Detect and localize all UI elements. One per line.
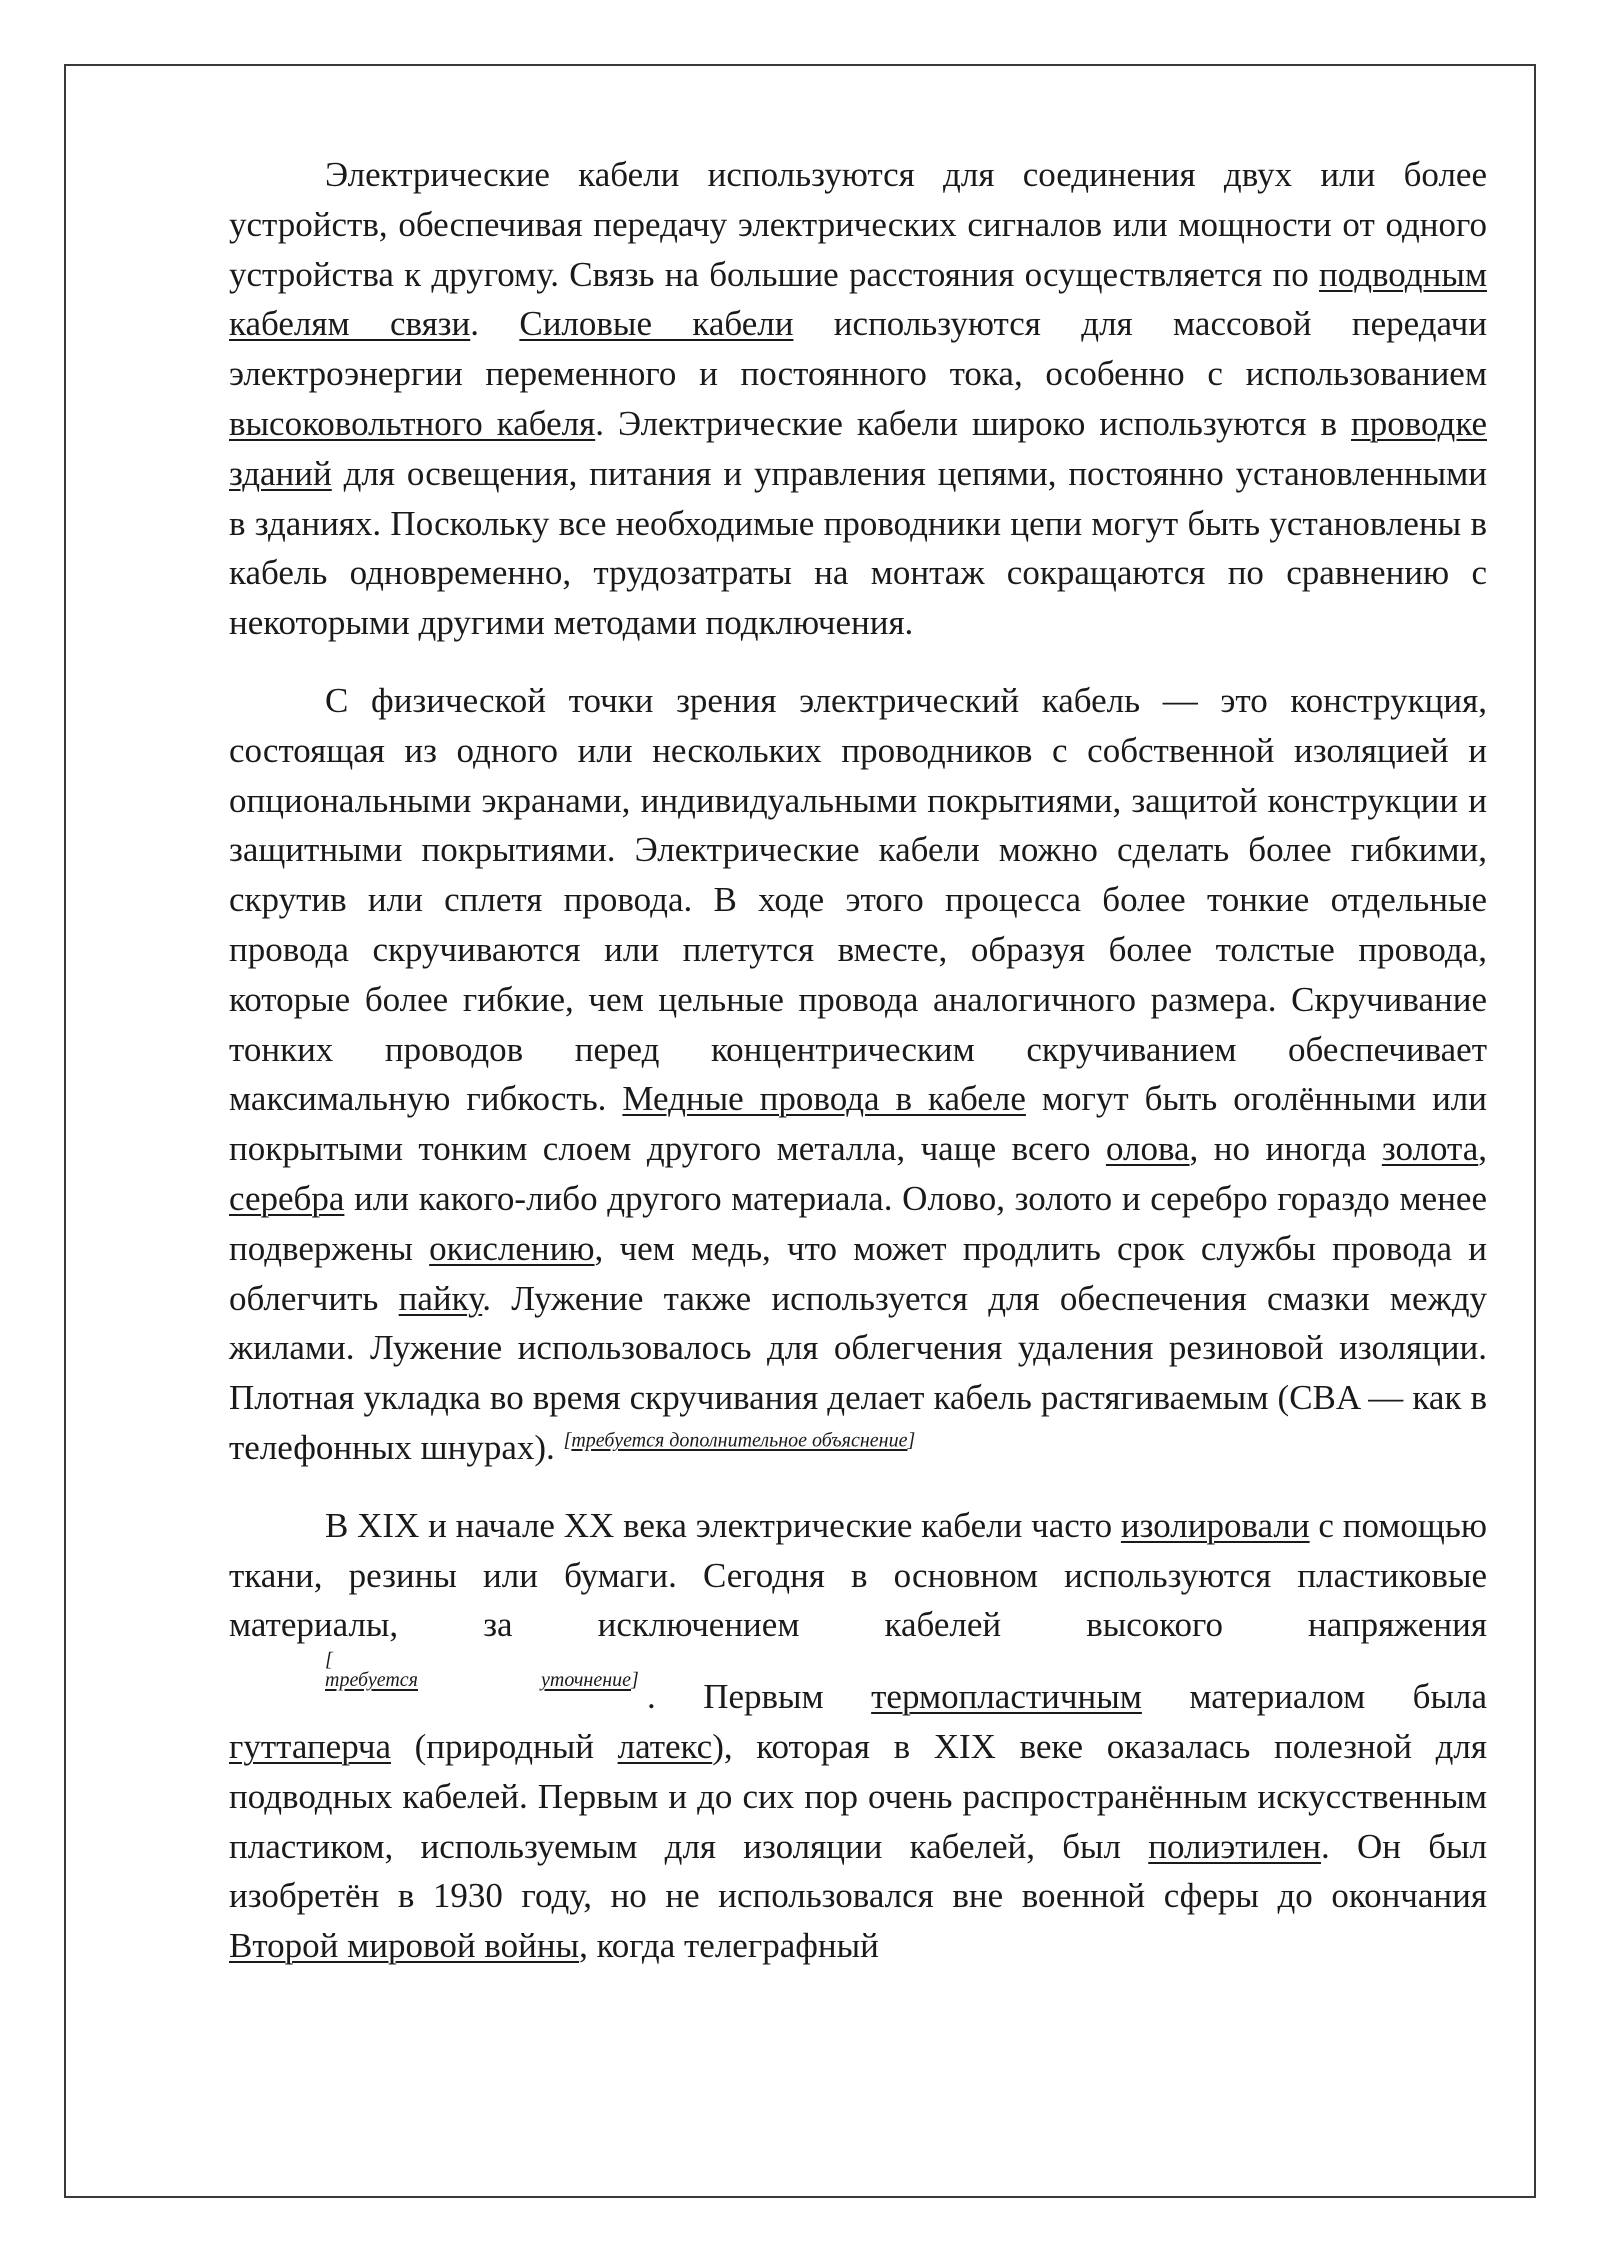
paragraph-1 [229, 150, 1487, 648]
paragraph-text: Электрические кабели используются для соединения двух или более устройств, обеспечивая передачу электрических сигналов или мощности от одного устройства к другому. Связь на большие расстояния осуществляется по [229, 155, 1487, 294]
link-world-war-2[interactable]: Второй мировой войны [229, 1926, 580, 1966]
paragraph-text: или какого-либо другого материала. Олово, золото и серебро гораздо менее подвержены [229, 1178, 1487, 1268]
note-explanation-needed[interactable]: требуется дополнительное объяснение [571, 1429, 908, 1452]
link-insulated[interactable]: изолировали [1120, 1505, 1310, 1545]
paragraph-text: (природный [390, 1726, 618, 1766]
paragraph-text: ), которая в XIX веке оказалась полезной для подводных кабелей. Первым и до сих пор очень распространённым искусственным пластиком, используемым для изоляции кабелей, был [229, 1726, 1487, 1866]
link-building-wiring[interactable]: проводке зданий [229, 403, 1487, 493]
link-latex[interactable]: латекс [617, 1726, 713, 1766]
paragraph-text: . Он был изобретён в 1930 году, но не использовался вне военной сферы до окончания [229, 1826, 1488, 1916]
link-oxidation[interactable]: окислению [429, 1228, 595, 1268]
link-gutta-percha[interactable]: гуттаперча [229, 1726, 391, 1766]
note-clarification-needed[interactable]: требуется уточнение [325, 1669, 631, 1692]
paragraph-text: . [470, 304, 520, 344]
link-tin[interactable]: олова [1105, 1129, 1190, 1169]
paragraph-text: . Электрические кабели широко используются в [595, 403, 1352, 443]
paragraph-text: , чем медь, что может продлить срок службы провода и облегчить [229, 1228, 1487, 1318]
paragraph-text: используются для массовой передачи электроэнергии переменного и постоянного тока, особенно с использованием [229, 304, 1488, 394]
link-silver[interactable]: серебра [229, 1178, 345, 1218]
paragraph-text: материалом была [1141, 1677, 1487, 1717]
link-power-cables[interactable]: Силовые кабели [519, 304, 794, 344]
paragraph-text: , но иногда [1189, 1129, 1382, 1169]
link-gold[interactable]: золота [1381, 1129, 1479, 1169]
paragraph-text: . Первым [647, 1677, 872, 1717]
paragraph-3 [229, 1501, 1487, 1971]
paragraph-text: могут быть оголёнными или покрытыми тонким слоем другого металла, чаще всего [229, 1079, 1487, 1169]
paragraph-text: . Лужение также используется для обеспечения смазки между жилами. Лужение использовалось для облегчения удаления резиновой изоляции. Плотная укладка во время скручивания делает кабель растягиваемым (CBA — как в телефонных шнурах). [229, 1278, 1487, 1467]
document-body [229, 150, 1487, 1999]
link-copper-wires[interactable]: Медные провода в кабеле [622, 1079, 1026, 1119]
paragraph-text: С физической точки зрения электрический кабель — это конструкция, состоящая из одного или нескольких проводников с собственной изоляцией и опциональными экранами, индивидуальными покрытиями, защитой конструкции и защитными покрытиями. Электрические кабели можно сделать более гибкими, скрутив или сплетя провода. В ходе этого процесса более тонкие отдельные провода скручиваются или плетутся вместе, образуя более толстые провода, которые более гибкие, чем цельные провода аналогичного размера. Скручивание тонких проводов перед концентрическим скручиванием обеспечивает максимальную гибкость. [229, 680, 1487, 1119]
citation-needed-note: [требуется дополнительное объяснение] [563, 1429, 916, 1452]
citation-needed-note: [ требуется уточнение ] [229, 1650, 647, 1690]
link-thermoplastic[interactable]: термопластичным [871, 1677, 1142, 1717]
paragraph-text: для освещения, питания и управления цепями, постоянно установленными в зданиях. Поскольку все необходимые проводники цепи могут быть установлены в кабель одновременно, трудозатраты на монтаж сокращаются по сравнению с некоторыми другими методами подключения. [229, 453, 1487, 643]
paragraph-text: с помощью ткани, резины или бумаги. Сегодня в основном используются пластиковые материалы, за исключением кабелей высокого напряжения [229, 1505, 1487, 1645]
link-high-voltage-cable[interactable]: высоковольтного кабеля [229, 403, 596, 443]
link-polyethylene[interactable]: полиэтилен [1148, 1826, 1321, 1866]
paragraph-2 [229, 676, 1487, 1473]
paragraph-text: , когда телеграфный [579, 1926, 879, 1966]
link-submarine-cables[interactable]: подводным кабелям связи [229, 254, 1487, 344]
link-soldering[interactable]: пайку [398, 1278, 483, 1318]
paragraph-text: В XIX и начале XX века электрические кабели часто [325, 1505, 1121, 1545]
paragraph-text: , [1478, 1129, 1487, 1169]
